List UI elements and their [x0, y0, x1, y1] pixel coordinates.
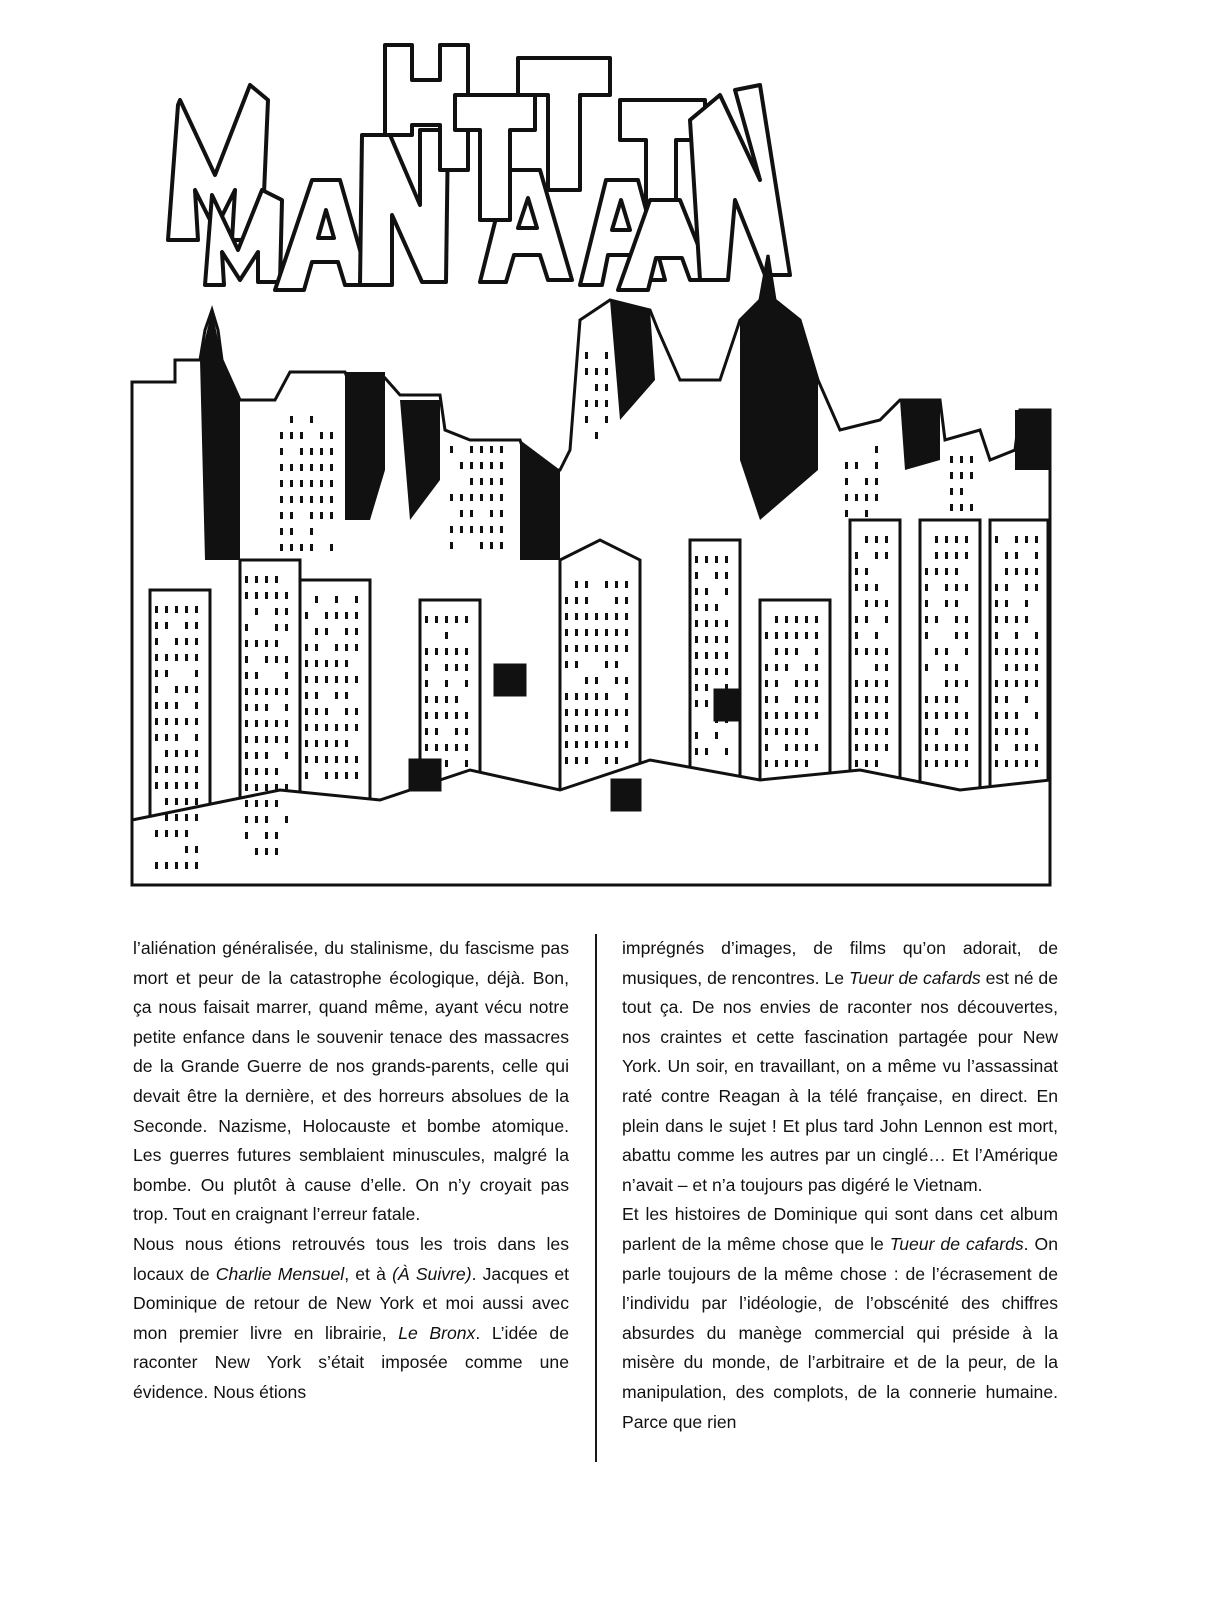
paragraph: Nous nous étions retrouvés tous les trois dans les locaux de Charlie Mensuel, et à (À Suivre). Jacques et Dominique de retour de New York et moi aussi avec mon premier livre en librairie, Le Bronx. L’idée de raconter New York s’était imposée comme une évidence. Nous étions [133, 1233, 569, 1402]
manhattan-title-lettering [168, 45, 790, 290]
article-column-right [622, 934, 1058, 1437]
paragraph: Et les histoires de Dominique qui sont dans cet album parlent de la même chose que le Tueur de cafards. On parle toujours de la même chose : de l’écrasement de l’individu par l’idéologie, de l’obscénité des chiffres absurdes du manège commercial qui préside à la misère du monde, de l’arbitraire et de la peur, de la manipulation, des complots, de la connerie humaine. Parce que rien [622, 1204, 1058, 1432]
skyline-drawing [132, 255, 1050, 885]
paragraph: imprégnés d’images, de films qu’on adorait, de musiques, de rencontres. Le Tueur de cafards est né de tout ça. De nos envies de raconter nos découvertes, nos craintes et cette fascination partagée pour New York. Un soir, en travaillant, on a même vu l’assassinat raté contre Reagan à la télé française, en direct. En plein dans le sujet ! Et plus tard John Lennon est mort, abattu comme les autres par un cinglé… Et l’Amérique n’avait – et n’a toujours pas digéré le Vietnam. [622, 938, 1059, 1195]
article-column-left [133, 934, 569, 1408]
paragraph: l’aliénation généralisée, du stalinisme, du fascisme pas mort et peur de la catastrophe écologique, déjà. Bon, ça nous faisait marrer, quand même, ayant vécu notre petite enfance dans le souvenir tenace des massacres de la Grande Guerre de nos grands-parents, celle qui devait être la dernière, et des horreurs absolues de la Seconde. Nazisme, Holocauste et bombe atomique. Les guerres futures semblaient minuscules, malgré la bombe. Ou plutôt à cause d’elle. On n’y croyait pas trop. Tout en craignant l’erreur fatale. [133, 938, 569, 1225]
column-divider [595, 934, 597, 1462]
